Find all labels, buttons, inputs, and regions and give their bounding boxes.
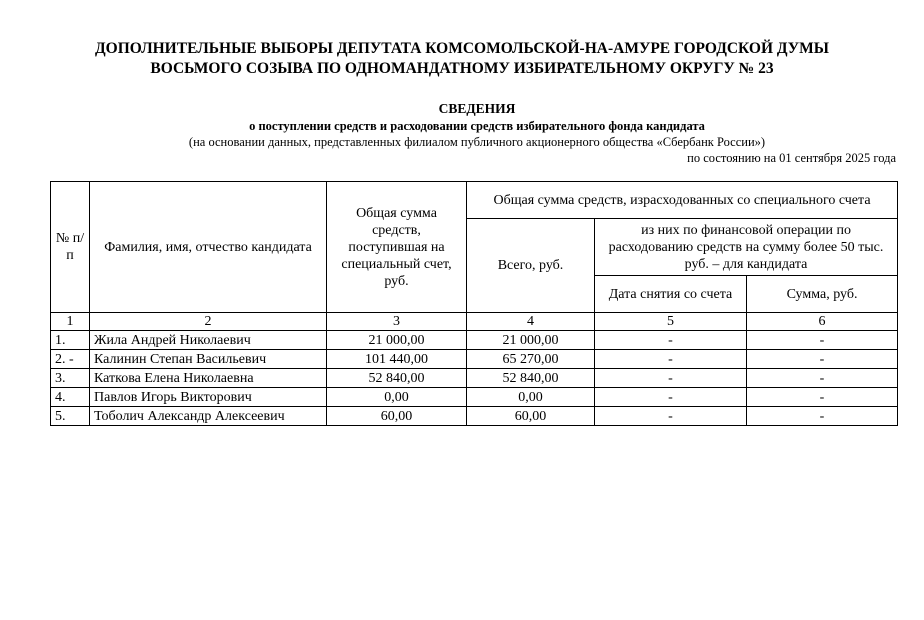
header-total: Всего, руб. (467, 219, 595, 313)
over50-amount: - (747, 331, 898, 350)
col-number: 5 (595, 313, 747, 331)
received-amount: 101 440,00 (327, 350, 467, 369)
spent-total: 60,00 (467, 407, 595, 426)
header-spent-group: Общая сумма средств, израсходованных со специального счета (467, 182, 898, 219)
over50-amount: - (747, 350, 898, 369)
row-num: 1. (51, 331, 90, 350)
col-number: 1 (51, 313, 90, 331)
row-num: 3. (51, 369, 90, 388)
candidate-name: Каткова Елена Николаевна (90, 369, 327, 388)
header-amount: Сумма, руб. (747, 276, 898, 313)
withdraw-date: - (595, 331, 747, 350)
row-num: 2. - (51, 350, 90, 369)
header-name: Фамилия, имя, отчество кандидата (90, 182, 327, 313)
received-amount: 0,00 (327, 388, 467, 407)
withdraw-date: - (595, 407, 747, 426)
received-amount: 60,00 (327, 407, 467, 426)
candidate-name: Тоболич Александр Алексеевич (90, 407, 327, 426)
over50-amount: - (747, 388, 898, 407)
as-of-date: по состоянию на 01 сентября 2025 года (687, 151, 896, 165)
candidate-name: Калинин Степан Васильевич (90, 350, 327, 369)
row-num: 4. (51, 388, 90, 407)
header-withdraw-date: Дата снятия со счета (595, 276, 747, 313)
col-number: 4 (467, 313, 595, 331)
over50-amount: - (747, 369, 898, 388)
table-row (51, 350, 898, 369)
header-num: № п/п (51, 182, 90, 313)
fund-report-table (50, 181, 898, 426)
section-subtitle: о поступлении средств и расходовании средств избирательного фонда кандидата (249, 119, 705, 133)
table-row (51, 407, 898, 426)
document-title-line-2: ВОСЬМОГО СОЗЫВА ПО ОДНОМАНДАТНОМУ ИЗБИРАТЕЛЬНОМУ ОКРУГУ № 23 (150, 60, 774, 77)
withdraw-date: - (595, 388, 747, 407)
document-title-line-1: ДОПОЛНИТЕЛЬНЫЕ ВЫБОРЫ ДЕПУТАТА КОМСОМОЛЬСКОЙ-НА-АМУРЕ ГОРОДСКОЙ ДУМЫ (95, 40, 829, 57)
table-row (51, 388, 898, 407)
header-over50-group: из них по финансовой операции по расходованию средств на сумму более 50 тыс. руб. – для кандидата (595, 219, 898, 276)
candidate-name: Жила Андрей Николаевич (90, 331, 327, 350)
table-row (51, 331, 898, 350)
data-source-note: (на основании данных, представленных филиалом публичного акционерного общества «Сбербанк России») (188, 135, 766, 149)
received-amount: 21 000,00 (327, 331, 467, 350)
col-number: 2 (90, 313, 327, 331)
header-received: Общая сумма средств, поступившая на специальный счет, руб. (327, 182, 467, 313)
spent-total: 0,00 (467, 388, 595, 407)
table-row (51, 369, 898, 388)
withdraw-date: - (595, 369, 747, 388)
column-number-row (51, 313, 898, 331)
row-num: 5. (51, 407, 90, 426)
col-number: 3 (327, 313, 467, 331)
spent-total: 52 840,00 (467, 369, 595, 388)
candidate-name: Павлов Игорь Викторович (90, 388, 327, 407)
col-number: 6 (747, 313, 898, 331)
withdraw-date: - (595, 350, 747, 369)
spent-total: 21 000,00 (467, 331, 595, 350)
over50-amount: - (747, 407, 898, 426)
section-heading: СВЕДЕНИЯ (438, 101, 516, 116)
received-amount: 52 840,00 (327, 369, 467, 388)
spent-total: 65 270,00 (467, 350, 595, 369)
